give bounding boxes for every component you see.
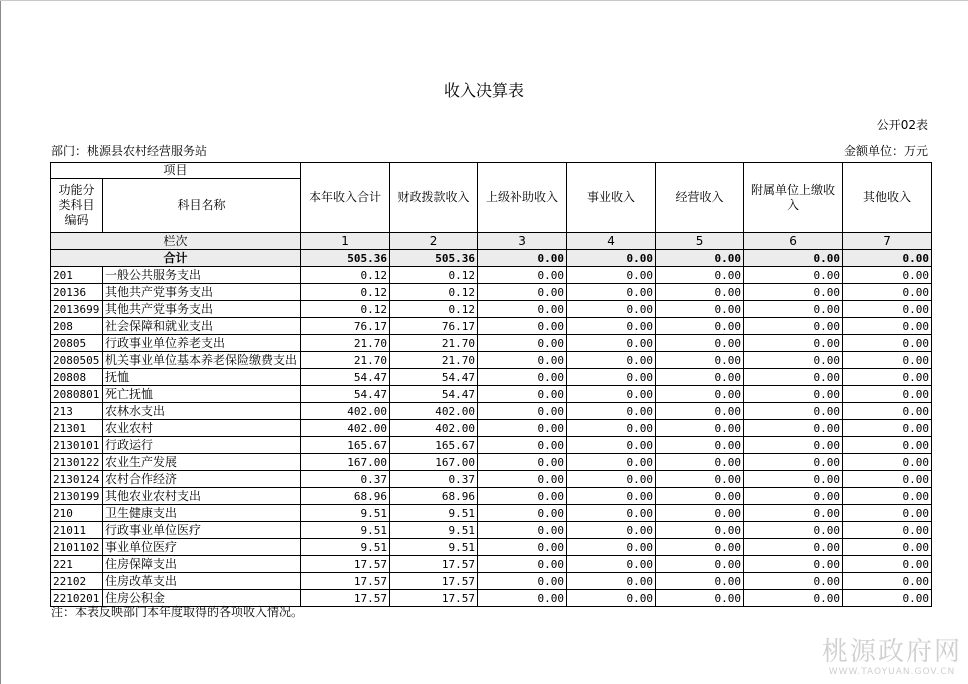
row-name: 住房保障支出 <box>103 556 301 573</box>
table-row <box>51 471 932 488</box>
row-value: 0.00 <box>478 352 567 369</box>
row-value: 165.67 <box>301 437 390 454</box>
row-value: 0.12 <box>390 301 478 318</box>
row-value: 54.47 <box>390 369 478 386</box>
row-code: 21301 <box>51 420 103 437</box>
row-name: 其他农业农村支出 <box>103 488 301 505</box>
row-value: 0.00 <box>478 556 567 573</box>
row-name: 住房改革支出 <box>103 573 301 590</box>
table-row <box>51 369 932 386</box>
sequence-number: 2 <box>390 233 478 250</box>
row-value: 0.12 <box>301 267 390 284</box>
table-row <box>51 454 932 471</box>
row-value: 9.51 <box>390 539 478 556</box>
row-value: 0.00 <box>478 369 567 386</box>
row-value: 0.00 <box>656 267 744 284</box>
row-value: 0.00 <box>744 454 843 471</box>
table-row <box>51 403 932 420</box>
row-value: 0.00 <box>478 301 567 318</box>
total-row <box>51 250 932 267</box>
row-value: 0.00 <box>567 301 656 318</box>
row-value: 0.00 <box>478 437 567 454</box>
row-value: 0.00 <box>478 573 567 590</box>
row-value: 0.00 <box>656 369 744 386</box>
col-header-code: 功能分类科目编码 <box>51 179 103 233</box>
col-header-affiliate-remittance: 附属单位上缴收入 <box>744 163 843 233</box>
row-code: 20136 <box>51 284 103 301</box>
sequence-row <box>51 233 932 250</box>
row-value: 0.00 <box>656 488 744 505</box>
row-value: 402.00 <box>301 420 390 437</box>
row-value: 0.00 <box>567 539 656 556</box>
row-value: 9.51 <box>301 522 390 539</box>
row-value: 0.00 <box>744 386 843 403</box>
sequence-number: 6 <box>744 233 843 250</box>
row-value: 0.00 <box>567 437 656 454</box>
row-value: 0.00 <box>567 352 656 369</box>
row-value: 0.00 <box>744 505 843 522</box>
row-value: 9.51 <box>390 522 478 539</box>
row-value: 54.47 <box>390 386 478 403</box>
row-value: 0.00 <box>843 403 932 420</box>
row-value: 0.00 <box>478 284 567 301</box>
row-name: 社会保障和就业支出 <box>103 318 301 335</box>
row-value: 0.37 <box>390 471 478 488</box>
row-value: 9.51 <box>301 505 390 522</box>
row-code: 20805 <box>51 335 103 352</box>
row-value: 17.57 <box>390 556 478 573</box>
row-value: 0.00 <box>744 318 843 335</box>
row-value: 0.00 <box>744 335 843 352</box>
table-row <box>51 556 932 573</box>
row-value: 0.00 <box>744 352 843 369</box>
total-value: 0.00 <box>744 250 843 267</box>
sequence-label: 栏次 <box>51 233 301 250</box>
row-value: 0.00 <box>744 573 843 590</box>
total-value: 0.00 <box>656 250 744 267</box>
row-name: 卫生健康支出 <box>103 505 301 522</box>
row-value: 0.00 <box>843 420 932 437</box>
row-value: 0.00 <box>656 318 744 335</box>
row-value: 0.00 <box>567 420 656 437</box>
row-code: 2130124 <box>51 471 103 488</box>
sequence-number: 3 <box>478 233 567 250</box>
row-value: 0.00 <box>478 505 567 522</box>
col-header-operating-income: 经营收入 <box>656 163 744 233</box>
row-code: 2130101 <box>51 437 103 454</box>
row-value: 0.00 <box>478 386 567 403</box>
department-label: 部门：桃源县农村经营服务站 <box>51 144 208 158</box>
row-name: 农村合作经济 <box>103 471 301 488</box>
total-value: 0.00 <box>567 250 656 267</box>
sequence-number: 4 <box>567 233 656 250</box>
row-value: 54.47 <box>301 386 390 403</box>
row-value: 0.00 <box>656 573 744 590</box>
table-row <box>51 437 932 454</box>
row-value: 167.00 <box>390 454 478 471</box>
row-name: 机关事业单位基本养老保险缴费支出 <box>103 352 301 369</box>
row-value: 167.00 <box>301 454 390 471</box>
row-value: 0.12 <box>301 301 390 318</box>
row-value: 0.00 <box>567 522 656 539</box>
row-value: 0.00 <box>567 403 656 420</box>
row-name: 农林水支出 <box>103 403 301 420</box>
row-value: 0.00 <box>843 386 932 403</box>
col-header-name: 科目名称 <box>103 179 301 233</box>
row-value: 0.00 <box>744 403 843 420</box>
row-name: 事业单位医疗 <box>103 539 301 556</box>
row-value: 0.00 <box>478 420 567 437</box>
amount-unit-label: 金额单位：万元 <box>843 144 928 158</box>
row-code: 221 <box>51 556 103 573</box>
row-value: 0.00 <box>656 505 744 522</box>
table-row <box>51 573 932 590</box>
row-value: 0.00 <box>656 539 744 556</box>
row-value: 0.00 <box>843 454 932 471</box>
row-name: 死亡抚恤 <box>103 386 301 403</box>
sequence-number: 5 <box>656 233 744 250</box>
row-value: 0.00 <box>567 369 656 386</box>
row-value: 0.00 <box>843 267 932 284</box>
row-value: 0.00 <box>843 590 932 607</box>
row-value: 9.51 <box>390 505 478 522</box>
row-value: 0.00 <box>843 301 932 318</box>
watermark-url: WWW.TAOYUAN.GOV.CN <box>828 667 956 677</box>
table-row <box>51 352 932 369</box>
window-top-border <box>0 0 968 1</box>
col-header-other-income: 其他收入 <box>843 163 932 233</box>
row-value: 0.00 <box>744 522 843 539</box>
row-value: 0.12 <box>390 284 478 301</box>
row-value: 0.00 <box>567 590 656 607</box>
table-row <box>51 505 932 522</box>
row-code: 2130199 <box>51 488 103 505</box>
row-value: 0.00 <box>843 369 932 386</box>
row-value: 0.00 <box>744 420 843 437</box>
row-value: 0.00 <box>478 267 567 284</box>
table-row <box>51 522 932 539</box>
row-name: 其他共产党事务支出 <box>103 301 301 318</box>
row-value: 0.12 <box>301 284 390 301</box>
row-value: 0.00 <box>744 284 843 301</box>
row-value: 0.00 <box>567 267 656 284</box>
row-name: 抚恤 <box>103 369 301 386</box>
row-value: 17.57 <box>301 556 390 573</box>
row-value: 0.00 <box>567 573 656 590</box>
row-value: 0.00 <box>567 488 656 505</box>
table-row <box>51 539 932 556</box>
col-header-fiscal-appropriation: 财政拨款收入 <box>390 163 478 233</box>
row-value: 0.00 <box>478 590 567 607</box>
row-value: 21.70 <box>301 352 390 369</box>
row-value: 0.00 <box>843 556 932 573</box>
row-value: 17.57 <box>301 573 390 590</box>
sequence-number: 7 <box>843 233 932 250</box>
watermark-name: 桃源政府网 <box>821 637 962 667</box>
row-value: 0.00 <box>656 284 744 301</box>
row-value: 165.67 <box>390 437 478 454</box>
row-value: 0.00 <box>744 539 843 556</box>
row-value: 0.00 <box>656 420 744 437</box>
row-value: 0.00 <box>744 488 843 505</box>
sequence-number: 1 <box>301 233 390 250</box>
row-code: 201 <box>51 267 103 284</box>
row-value: 0.00 <box>567 318 656 335</box>
row-value: 0.00 <box>478 488 567 505</box>
table-row <box>51 267 932 284</box>
row-value: 0.00 <box>567 284 656 301</box>
row-value: 76.17 <box>301 318 390 335</box>
row-name: 行政事业单位医疗 <box>103 522 301 539</box>
table-row <box>51 386 932 403</box>
row-value: 0.00 <box>478 539 567 556</box>
table-row <box>51 284 932 301</box>
row-value: 0.00 <box>744 369 843 386</box>
row-code: 2210201 <box>51 590 103 607</box>
row-value: 0.00 <box>744 471 843 488</box>
row-value: 0.00 <box>656 454 744 471</box>
row-value: 0.00 <box>843 471 932 488</box>
table-row <box>51 420 932 437</box>
row-value: 0.00 <box>656 556 744 573</box>
row-value: 402.00 <box>390 420 478 437</box>
row-value: 21.70 <box>301 335 390 352</box>
row-code: 22102 <box>51 573 103 590</box>
total-value: 0.00 <box>843 250 932 267</box>
table-row <box>51 335 932 352</box>
row-code: 2080801 <box>51 386 103 403</box>
row-value: 402.00 <box>390 403 478 420</box>
watermark-logo <box>822 637 962 678</box>
row-value: 21.70 <box>390 335 478 352</box>
row-value: 0.00 <box>843 284 932 301</box>
window-left-border <box>0 0 1 684</box>
row-value: 0.00 <box>478 318 567 335</box>
row-value: 0.00 <box>656 590 744 607</box>
col-header-total-income: 本年收入合计 <box>301 163 390 233</box>
row-code: 2080505 <box>51 352 103 369</box>
row-value: 0.00 <box>656 471 744 488</box>
row-value: 0.00 <box>656 301 744 318</box>
row-code: 210 <box>51 505 103 522</box>
row-code: 2130122 <box>51 454 103 471</box>
row-value: 9.51 <box>301 539 390 556</box>
row-value: 0.00 <box>478 335 567 352</box>
total-value: 0.00 <box>478 250 567 267</box>
row-value: 0.00 <box>843 318 932 335</box>
row-value: 17.57 <box>301 590 390 607</box>
row-value: 0.00 <box>843 522 932 539</box>
row-value: 0.00 <box>567 454 656 471</box>
row-value: 0.00 <box>744 267 843 284</box>
row-value: 0.00 <box>478 403 567 420</box>
row-value: 0.00 <box>843 335 932 352</box>
row-value: 0.00 <box>478 471 567 488</box>
row-value: 0.37 <box>301 471 390 488</box>
row-code: 208 <box>51 318 103 335</box>
row-value: 0.00 <box>744 437 843 454</box>
row-value: 0.00 <box>744 590 843 607</box>
row-value: 17.57 <box>390 573 478 590</box>
report-title: 收入决算表 <box>443 81 524 100</box>
table-row <box>51 301 932 318</box>
row-name: 农业生产发展 <box>103 454 301 471</box>
row-value: 0.00 <box>656 522 744 539</box>
row-value: 0.00 <box>567 471 656 488</box>
income-table <box>50 162 932 607</box>
row-value: 17.57 <box>390 590 478 607</box>
row-value: 0.00 <box>843 437 932 454</box>
row-value: 21.70 <box>390 352 478 369</box>
row-name: 行政事业单位养老支出 <box>103 335 301 352</box>
row-value: 68.96 <box>301 488 390 505</box>
col-header-business-income: 事业收入 <box>567 163 656 233</box>
table-row <box>51 318 932 335</box>
row-value: 0.00 <box>843 573 932 590</box>
row-name: 住房公积金 <box>103 590 301 607</box>
row-code: 21011 <box>51 522 103 539</box>
row-value: 0.00 <box>843 505 932 522</box>
row-value: 0.00 <box>478 522 567 539</box>
row-value: 402.00 <box>301 403 390 420</box>
row-value: 0.00 <box>567 505 656 522</box>
row-code: 20808 <box>51 369 103 386</box>
col-header-superior-subsidy: 上级补助收入 <box>478 163 567 233</box>
form-code: 公开02表 <box>876 118 928 132</box>
row-value: 0.12 <box>390 267 478 284</box>
row-value: 0.00 <box>656 386 744 403</box>
row-name: 其他共产党事务支出 <box>103 284 301 301</box>
table-row <box>51 488 932 505</box>
row-value: 0.00 <box>567 386 656 403</box>
row-code: 2101102 <box>51 539 103 556</box>
row-value: 0.00 <box>843 352 932 369</box>
row-value: 68.96 <box>390 488 478 505</box>
row-value: 0.00 <box>843 539 932 556</box>
row-name: 农业农村 <box>103 420 301 437</box>
row-value: 54.47 <box>301 369 390 386</box>
footnote: 注：本表反映部门本年度取得的各项收入情况。 <box>51 605 304 619</box>
row-value: 0.00 <box>843 488 932 505</box>
row-value: 0.00 <box>478 454 567 471</box>
row-code: 213 <box>51 403 103 420</box>
row-value: 0.00 <box>656 335 744 352</box>
total-value: 505.36 <box>390 250 478 267</box>
row-code: 2013699 <box>51 301 103 318</box>
row-value: 0.00 <box>567 335 656 352</box>
row-value: 0.00 <box>567 556 656 573</box>
row-value: 0.00 <box>744 556 843 573</box>
row-value: 0.00 <box>744 301 843 318</box>
total-value: 505.36 <box>301 250 390 267</box>
item-group-header: 项目 <box>51 163 301 179</box>
row-value: 0.00 <box>656 352 744 369</box>
total-label: 合计 <box>51 250 301 267</box>
row-value: 0.00 <box>656 437 744 454</box>
row-value: 76.17 <box>390 318 478 335</box>
row-value: 0.00 <box>656 403 744 420</box>
row-name: 行政运行 <box>103 437 301 454</box>
row-name: 一般公共服务支出 <box>103 267 301 284</box>
